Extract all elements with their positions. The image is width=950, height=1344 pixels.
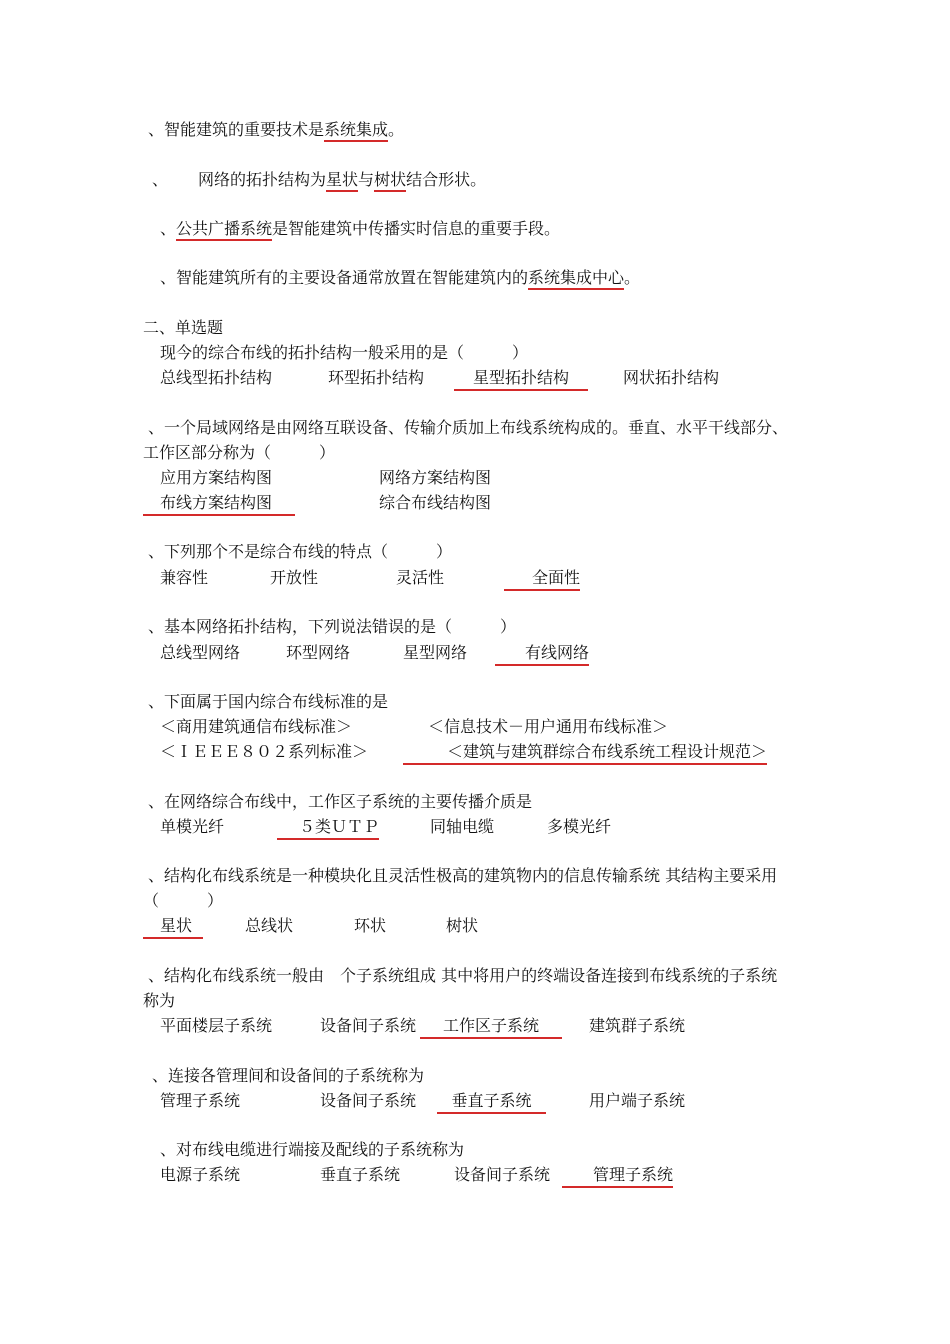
- fill-answer-1: 星状: [326, 170, 358, 192]
- question-8-stem-line1: 、结构化布线系统一般由 个子系统组成 其中将用户的终端设备连接到布线系统的子系统: [148, 966, 778, 985]
- option-label: 工作区子系统: [442, 1016, 539, 1035]
- fill-prefix: 、智能建筑的重要技术是: [148, 120, 325, 139]
- fill-answer: 系统集成中心: [528, 268, 624, 290]
- question-4-option-c: 星型网络: [403, 643, 468, 662]
- question-7-stem-line2: （ ）: [143, 891, 224, 910]
- fill-join: 与: [358, 170, 375, 189]
- fill-middle: 网络的拓扑结构为: [198, 170, 327, 189]
- question-1-option-c-answer: [454, 368, 588, 391]
- question-9-option-c-answer: [437, 1091, 546, 1114]
- question-10-option-d-answer: [562, 1165, 673, 1188]
- question-4-stem: 、基本网络拓扑结构，下列说法错误的是（ ）: [148, 617, 517, 636]
- question-4-option-a: 总线型网络: [160, 643, 241, 662]
- option-label: 全面性: [531, 568, 580, 587]
- option-label: 有线网络: [524, 643, 589, 662]
- question-3-option-a: 兼容性: [160, 568, 209, 587]
- question-2-option-d: 综合布线结构图: [379, 493, 492, 512]
- question-9-option-b: 设备间子系统: [320, 1091, 417, 1110]
- section-title: 二、单选题: [143, 318, 224, 337]
- question-6-option-d: 多模光纤: [547, 817, 612, 836]
- question-2-option-b: 网络方案结构图: [379, 468, 492, 487]
- question-3-option-d-answer: [504, 568, 580, 591]
- question-6-stem: 、在网络综合布线中，工作区子系统的主要传播介质是: [148, 792, 533, 811]
- fill-answer-2: 树状: [374, 170, 406, 192]
- fill-prefix: 、: [160, 219, 177, 238]
- fill-suffix: 是智能建筑中传播实时信息的重要手段。: [272, 219, 561, 238]
- fill-item-2: [152, 170, 486, 190]
- question-2-stem-line1: 、一个局域网络是由网络互联设备、传输介质加上布线系统构成的。垂直、水平干线部分、: [148, 418, 789, 437]
- question-9-stem: 、连接各管理间和设备间的子系统称为: [152, 1066, 425, 1085]
- question-5-stem: 、下面属于国内综合布线标准的是: [148, 692, 389, 711]
- question-5-option-c: ＜ＩＥＥＥ８０２系列标准＞: [160, 742, 369, 761]
- question-8-option-d: 建筑群子系统: [589, 1016, 686, 1035]
- option-label: 星状: [160, 916, 193, 935]
- fill-suffix: 。: [388, 120, 405, 139]
- question-6-option-c: 同轴电缆: [430, 817, 495, 836]
- question-6-option-a: 单模光纤: [160, 817, 225, 836]
- question-3-option-b: 开放性: [270, 568, 319, 587]
- question-4-option-b: 环型网络: [286, 643, 351, 662]
- question-10-stem: 、对布线电缆进行端接及配线的子系统称为: [160, 1140, 465, 1159]
- fill-item-1: [148, 120, 404, 140]
- option-label: 垂直子系统: [451, 1091, 532, 1110]
- question-5-option-b: ＜信息技术－用户通用布线标准＞: [428, 717, 669, 736]
- option-label: ５类ＵＴＰ: [298, 817, 379, 836]
- question-7-option-c: 环状: [354, 916, 387, 935]
- question-3-option-c: 灵活性: [396, 568, 445, 587]
- question-7-option-d: 树状: [446, 916, 479, 935]
- question-10-option-b: 垂直子系统: [320, 1165, 401, 1184]
- question-6-option-b-answer: [277, 817, 379, 840]
- question-5-option-d-answer: [403, 742, 767, 765]
- question-8-stem-line2: 称为: [143, 991, 176, 1010]
- option-label: 布线方案结构图: [160, 493, 273, 512]
- fill-item-3: [160, 219, 560, 239]
- fill-answer: 系统集成: [324, 120, 388, 142]
- question-2-stem-line2: 工作区部分称为（ ）: [143, 443, 336, 462]
- question-4-option-d-answer: [495, 643, 589, 666]
- question-8-option-a: 平面楼层子系统: [160, 1016, 273, 1035]
- fill-prefix: 、智能建筑所有的主要设备通常放置在智能建筑内的: [160, 268, 529, 287]
- question-2-option-a: 应用方案结构图: [160, 468, 273, 487]
- question-1-option-b: 环型拓扑结构: [328, 368, 425, 387]
- fill-item-4: [160, 268, 640, 288]
- option-label: 管理子系统: [592, 1165, 673, 1184]
- option-label: ＜建筑与建筑群综合布线系统工程设计规范＞: [446, 742, 767, 761]
- fill-suffix: 。: [624, 268, 641, 287]
- question-3-stem: 、下列那个不是综合布线的特点（ ）: [148, 542, 453, 561]
- question-8-option-c-answer: [420, 1016, 562, 1039]
- fill-prefix: 、: [152, 170, 169, 189]
- question-1-option-d: 网状拓扑结构: [623, 368, 720, 387]
- question-2-option-c-answer: [143, 493, 295, 516]
- fill-answer: 公共广播系统: [176, 219, 272, 241]
- question-9-option-d: 用户端子系统: [589, 1091, 686, 1110]
- option-label: 星型拓扑结构: [472, 368, 569, 387]
- question-9-option-a: 管理子系统: [160, 1091, 241, 1110]
- question-10-option-c: 设备间子系统: [454, 1165, 551, 1184]
- question-7-option-a-answer: [143, 916, 203, 939]
- question-8-option-b: 设备间子系统: [320, 1016, 417, 1035]
- question-1-stem: 现今的综合布线的拓扑结构一般采用的是（ ）: [160, 343, 529, 362]
- question-5-option-a: ＜商用建筑通信布线标准＞: [160, 717, 353, 736]
- question-1-option-a: 总线型拓扑结构: [160, 368, 273, 387]
- fill-suffix: 结合形状。: [406, 170, 487, 189]
- question-7-stem-line1: 、结构化布线系统是一种模块化且灵活性极高的建筑物内的信息传输系统 其结构主要采用: [148, 866, 778, 885]
- question-7-option-b: 总线状: [245, 916, 294, 935]
- question-10-option-a: 电源子系统: [160, 1165, 241, 1184]
